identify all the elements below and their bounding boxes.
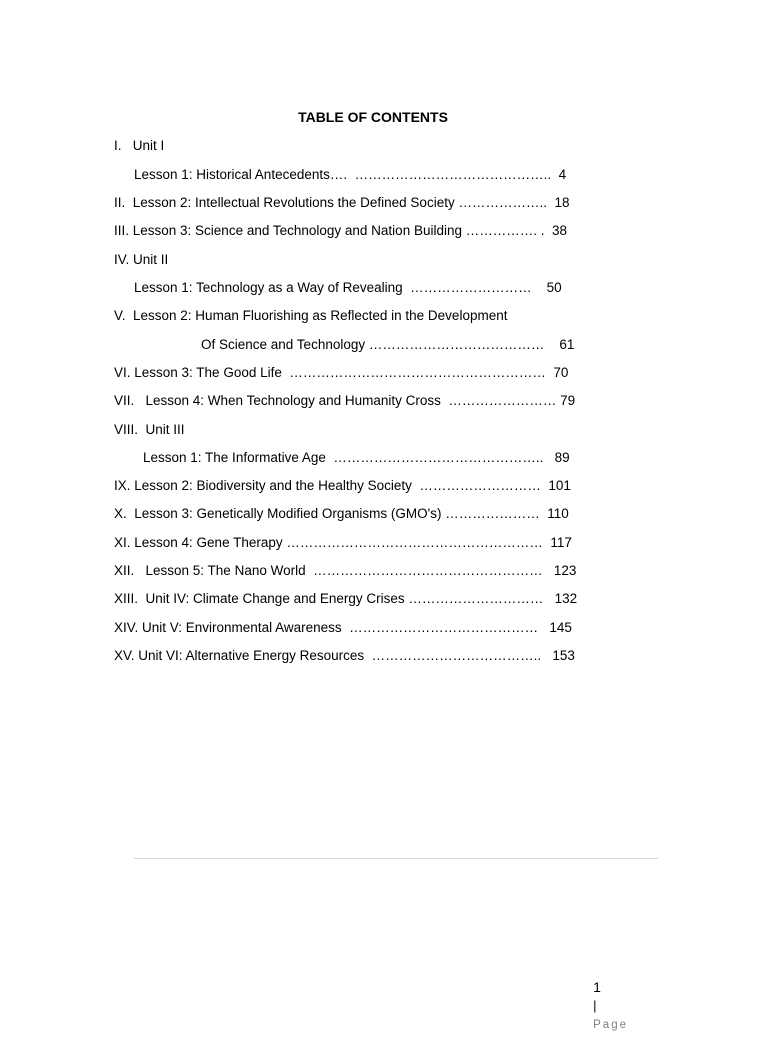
toc-entry: VII. Lesson 4: When Technology and Humanity Cross …………………… 79 bbox=[114, 393, 576, 408]
toc-entry: Lesson 1: The Informative Age ……………………………………….. 89 bbox=[143, 450, 570, 465]
page-label: Page bbox=[593, 1019, 628, 1031]
toc-entry: Of Science and Technology ………………………………… 61 bbox=[201, 337, 575, 352]
toc-entry: IV. Unit II bbox=[114, 252, 169, 267]
toc-entry: X. Lesson 3: Genetically Modified Organisms (GMO's) ………………… 110 bbox=[114, 506, 569, 521]
toc-entry: Lesson 1: Technology as a Way of Revealing ……………………… 50 bbox=[134, 280, 562, 295]
toc-entry: V. Lesson 2: Human Fluorishing as Reflected in the Development bbox=[114, 308, 508, 323]
toc-entry: VI. Lesson 3: The Good Life ………………………………………………… 70 bbox=[114, 365, 569, 380]
toc-entry: IX. Lesson 2: Biodiversity and the Healthy Society ……………………… 101 bbox=[114, 478, 571, 493]
footer-divider bbox=[134, 858, 658, 859]
toc-entry: VIII. Unit III bbox=[114, 422, 185, 437]
toc-entry: III. Lesson 3: Science and Technology and Nation Building ……………. . 38 bbox=[114, 223, 568, 238]
toc-entry: I. Unit I bbox=[114, 138, 165, 153]
toc-entry: XV. Unit VI: Alternative Energy Resources ……………………………….. 153 bbox=[114, 648, 575, 663]
page-footer bbox=[579, 960, 628, 1052]
toc-title: TABLE OF CONTENTS bbox=[298, 109, 448, 125]
toc-entry: II. Lesson 2: Intellectual Revolutions the Defined Society ……………….. 18 bbox=[114, 195, 570, 210]
toc-entry: XI. Lesson 4: Gene Therapy ………………………………………………… 117 bbox=[114, 535, 572, 550]
page-number: 1 bbox=[593, 979, 601, 995]
toc-entry: XIV. Unit V: Environmental Awareness …………………………………… 145 bbox=[114, 620, 572, 635]
toc-entry: Lesson 1: Historical Antecedents…. …………………………………….. 4 bbox=[134, 167, 567, 182]
footer-separator: | bbox=[593, 998, 597, 1013]
toc-entry: XII. Lesson 5: The Nano World …………………………………………… 123 bbox=[114, 563, 577, 578]
toc-entry: XIII. Unit IV: Climate Change and Energy Crises ………………………… 132 bbox=[114, 591, 578, 606]
